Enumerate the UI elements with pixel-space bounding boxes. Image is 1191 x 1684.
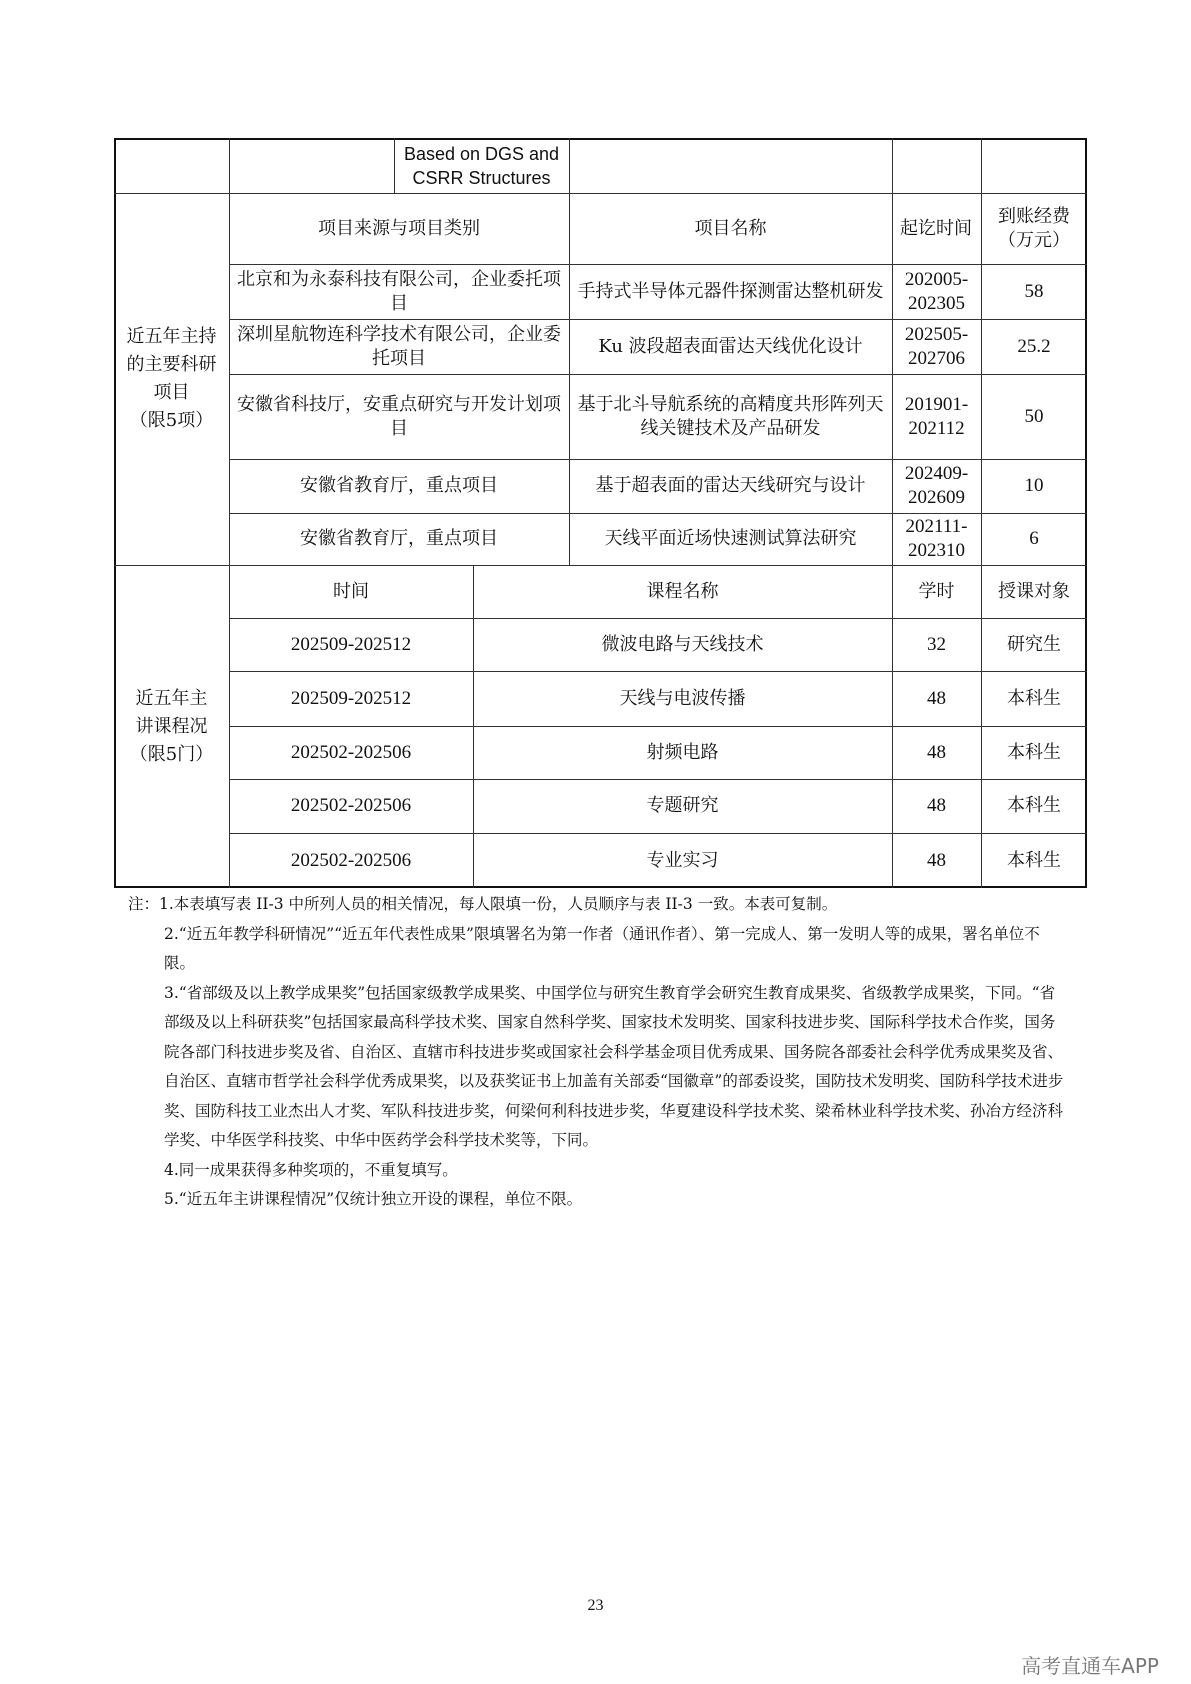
course-name: 微波电路与天线技术	[601, 633, 764, 655]
note-item: 2.“近五年教学科研情况”“近五年代表性成果”限填署名为第一作者（通讯作者）、第一完成人、第一发明人等的成果，署名单位不限。	[164, 924, 1040, 972]
courses-section-label-line: 讲课程况	[135, 715, 208, 737]
project-period: 202505-202706	[904, 323, 969, 369]
course-time: 202509-202512	[290, 633, 412, 655]
project-source: 深圳星航物连科学技术有限公司，企业委托项目	[237, 323, 561, 369]
course-name: 专题研究	[646, 795, 719, 816]
course-name: 天线与电波传播	[619, 687, 746, 709]
project-name: 基于北斗导航系统的高精度共形阵列天线关键技术及产品研发	[577, 393, 884, 439]
courses-section-label	[114, 565, 229, 888]
note-item: 4.同一成果获得多种奖项的，不重复填写。	[164, 1160, 458, 1179]
projects-header-period: 起讫时间	[900, 217, 972, 239]
note-item: 5.“近五年主讲课程情况”仅统计独立开设的课程，单位不限。	[164, 1190, 583, 1208]
projects-section-label	[114, 193, 229, 565]
table-notes	[128, 890, 1068, 1215]
projects-section-label-line: 的主要科研	[126, 354, 217, 375]
course-audience: 本科生	[1007, 687, 1061, 709]
course-audience: 本科生	[1007, 795, 1061, 816]
project-name: 天线平面近场快速测试算法研究	[604, 528, 857, 549]
watermark: 高考直通车APP	[1021, 1654, 1159, 1678]
project-name: Ku 波段超表面雷达天线优化设计	[598, 335, 863, 357]
courses-header-audience: 授课对象	[998, 580, 1070, 602]
project-period: 202409-202609	[904, 463, 969, 508]
projects-section-label-line: 项目	[153, 382, 190, 403]
project-name: 手持式半导体元器件探测雷达整机研发	[577, 280, 884, 302]
project-source: 安徽省教育厅，重点项目	[300, 528, 498, 549]
course-hours: 48	[927, 741, 946, 763]
project-funding: 50	[1024, 405, 1044, 427]
project-funding: 25.2	[1017, 335, 1051, 357]
project-name: 基于超表面的雷达天线研究与设计	[595, 475, 866, 496]
project-period: 201901-202112	[904, 393, 969, 439]
projects-section-label-line: （限5项）	[129, 410, 214, 431]
course-hours: 32	[927, 633, 946, 655]
course-audience: 本科生	[1007, 741, 1061, 763]
paper-title-continuation: Based on DGS and CSRR Structures	[403, 143, 560, 188]
project-source: 安徽省教育厅，重点项目	[300, 475, 498, 496]
course-hours: 48	[927, 687, 946, 709]
course-time: 202509-202512	[290, 687, 412, 709]
projects-header-name: 项目名称	[694, 217, 767, 239]
course-name: 专业实习	[646, 849, 719, 871]
project-period: 202111-202310	[905, 516, 968, 561]
project-funding: 58	[1024, 280, 1044, 302]
course-time: 202502-202506	[290, 795, 412, 816]
projects-header-source: 项目来源与项目类别	[318, 217, 480, 239]
page-number: 23	[587, 1597, 604, 1614]
project-source: 安徽省科技厅，安重点研究与开发计划项目	[237, 393, 561, 439]
project-funding: 6	[1029, 528, 1039, 549]
note-item: 注：1.本表填写表 II-3 中所列人员的相关情况，每人限填一份，人员顺序与表 II-3 一致。本表可复制。	[128, 895, 838, 913]
courses-header-name: 课程名称	[646, 580, 719, 602]
project-funding: 10	[1024, 475, 1044, 496]
note-item: 3.“省部级及以上教学成果奖”包括国家级教学成果奖、中国学位与研究生教育学会研究生教育成果奖、省级教学成果奖，下同。“省部级及以上科研获奖”包括国家最高科学技术奖、国家自然科学奖、国家技术发明奖、国家科技进步奖、国际科学技术合作奖，国务院各部门科技进步奖及省、自治区、直辖市科技进步奖或国家社会科学基金项目优秀成果、国务院各部委社会科学优秀成果奖及省、自治区、直辖市哲学社会科学优秀成果奖，以及获奖证书上加盖有关部委“国徽章”的部委设奖，国防技术发明奖、国防科学技术进步奖、国防科技工业杰出人才奖、军队科技进步奖，何梁何利科技进步奖，华夏建设科学技术奖、梁希林业科学技术奖、孙冶方经济科学奖、中华医学科技奖、中华中医药学会科学技术奖等，下同。	[164, 983, 1064, 1149]
course-audience: 研究生	[1007, 633, 1061, 655]
course-time: 202502-202506	[290, 741, 412, 763]
course-hours: 48	[927, 849, 946, 871]
courses-section-label-line: （限5门）	[129, 743, 214, 765]
course-audience: 本科生	[1007, 849, 1061, 871]
project-period: 202005-202305	[904, 268, 969, 314]
courses-header-hours: 学时	[918, 580, 955, 602]
courses-section-label-line: 近五年主	[135, 687, 208, 709]
projects-header-funding: 到账经费（万元）	[998, 205, 1070, 251]
project-source: 北京和为永泰科技有限公司，企业委托项目	[237, 268, 561, 314]
course-time: 202502-202506	[290, 849, 412, 871]
projects-section-label-line: 近五年主持	[126, 326, 217, 347]
course-name: 射频电路	[646, 741, 719, 763]
course-hours: 48	[927, 795, 946, 816]
courses-header-time: 时间	[333, 580, 369, 602]
